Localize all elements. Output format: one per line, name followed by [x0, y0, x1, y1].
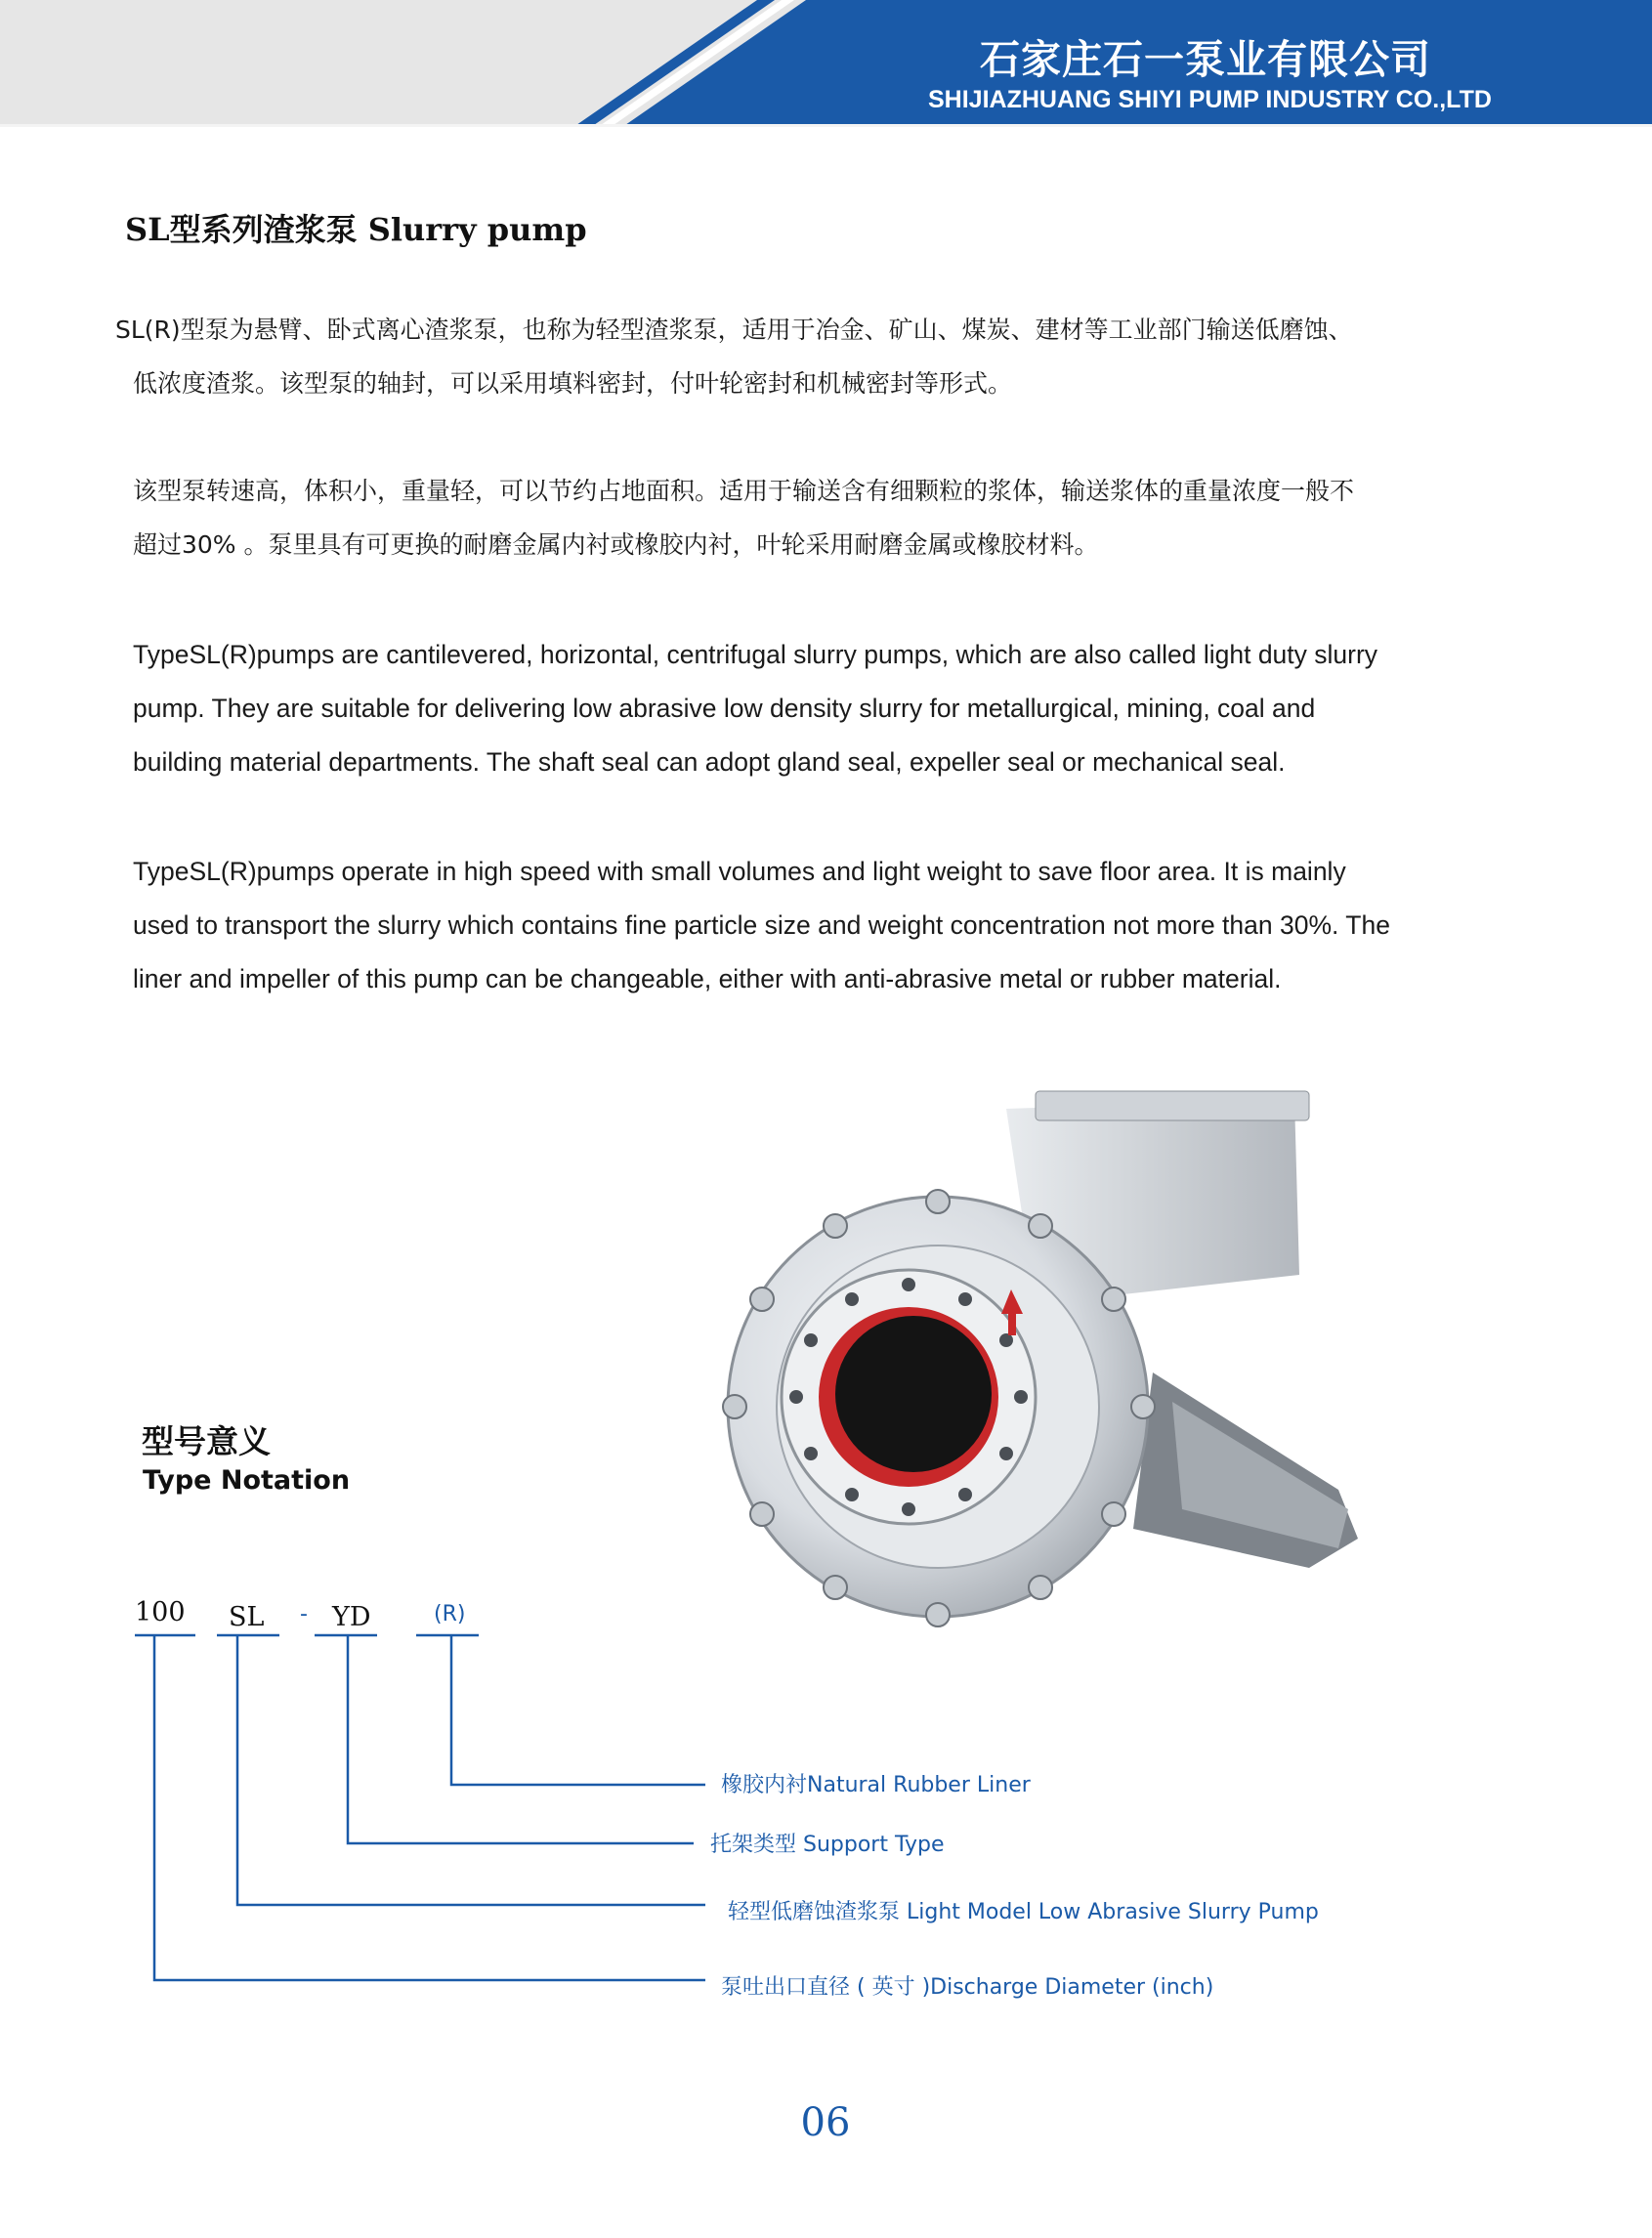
paragraph-line: TypeSL(R)pumps are cantilevered, horizontal, centrifugal slurry pumps, which are also called light duty slurry [133, 640, 1378, 669]
code-separator: - [300, 1602, 308, 1626]
paragraph-en-2 [133, 845, 1540, 1006]
header-banner [0, 0, 1652, 127]
code-rubber: (R) [434, 1602, 466, 1626]
legend-rubber-liner: 橡胶内衬Natural Rubber Liner [721, 1773, 1031, 1797]
paragraph-line: liner and impeller of this pump can be changeable, either with anti-abrasive metal or rubber material. [133, 964, 1282, 993]
legend-discharge-diameter: 泵吐出口直径 ( 英寸 )Discharge Diameter (inch) [721, 1975, 1214, 2000]
paragraph-line: used to transport the slurry which contains fine particle size and weight concentration not more than 30%. The [133, 910, 1390, 940]
paragraph-line: pump. They are suitable for delivering low abrasive low density slurry for metallurgical, mining, coal and [133, 694, 1316, 723]
code-diameter: 100 [135, 1597, 186, 1627]
page-title: SL型系列渣浆泵 Slurry pump [125, 211, 587, 248]
paragraph-line: 低浓度渣浆。该型泵的轴封，可以采用填料密封，付叶轮密封和机械密封等形式。 [133, 369, 1013, 398]
paragraph-line: building material departments. The shaft seal can adopt gland seal, expeller seal or mechanical seal. [133, 747, 1286, 777]
code-support: YD [332, 1602, 371, 1632]
company-name-cn: 石家庄石一泵业有限公司 [980, 36, 1431, 83]
paragraph-cn-2 [133, 464, 1540, 571]
paragraph-line: TypeSL(R)pumps operate in high speed with small volumes and light weight to save floor area. It is mainly [133, 857, 1346, 886]
paragraph-line: 超过30% 。泵里具有可更换的耐磨金属内衬或橡胶内衬，叶轮采用耐磨金属或橡胶材料。 [133, 530, 1099, 559]
paragraph-cn-1 [115, 303, 1522, 410]
type-notation-heading-en: Type Notation [143, 1465, 351, 1496]
page-number: 06 [800, 2100, 851, 2145]
legend-light-model: 轻型低磨蚀渣浆泵 Light Model Low Abrasive Slurry Pump [728, 1900, 1319, 1924]
code-model: SL [229, 1602, 265, 1632]
paragraph-line: SL(R)型泵为悬臂、卧式离心渣浆泵，也称为轻型渣浆泵，适用于冶金、矿山、煤炭、建材等工业部门输送低磨蚀、 [115, 316, 1353, 344]
paragraph-en-1 [133, 628, 1540, 789]
slurry-pump-image [713, 1079, 1407, 1661]
company-name-en: SHIJIAZHUANG SHIYI PUMP INDUSTRY CO.,LTD [928, 86, 1492, 113]
paragraph-line: 该型泵转速高，体积小，重量轻，可以节约占地面积。适用于输送含有细颗粒的浆体，输送浆体的重量浓度一般不 [133, 477, 1355, 505]
legend-support-type: 托架类型 Support Type [710, 1833, 945, 1857]
type-notation-heading-cn: 型号意义 [142, 1422, 271, 1460]
